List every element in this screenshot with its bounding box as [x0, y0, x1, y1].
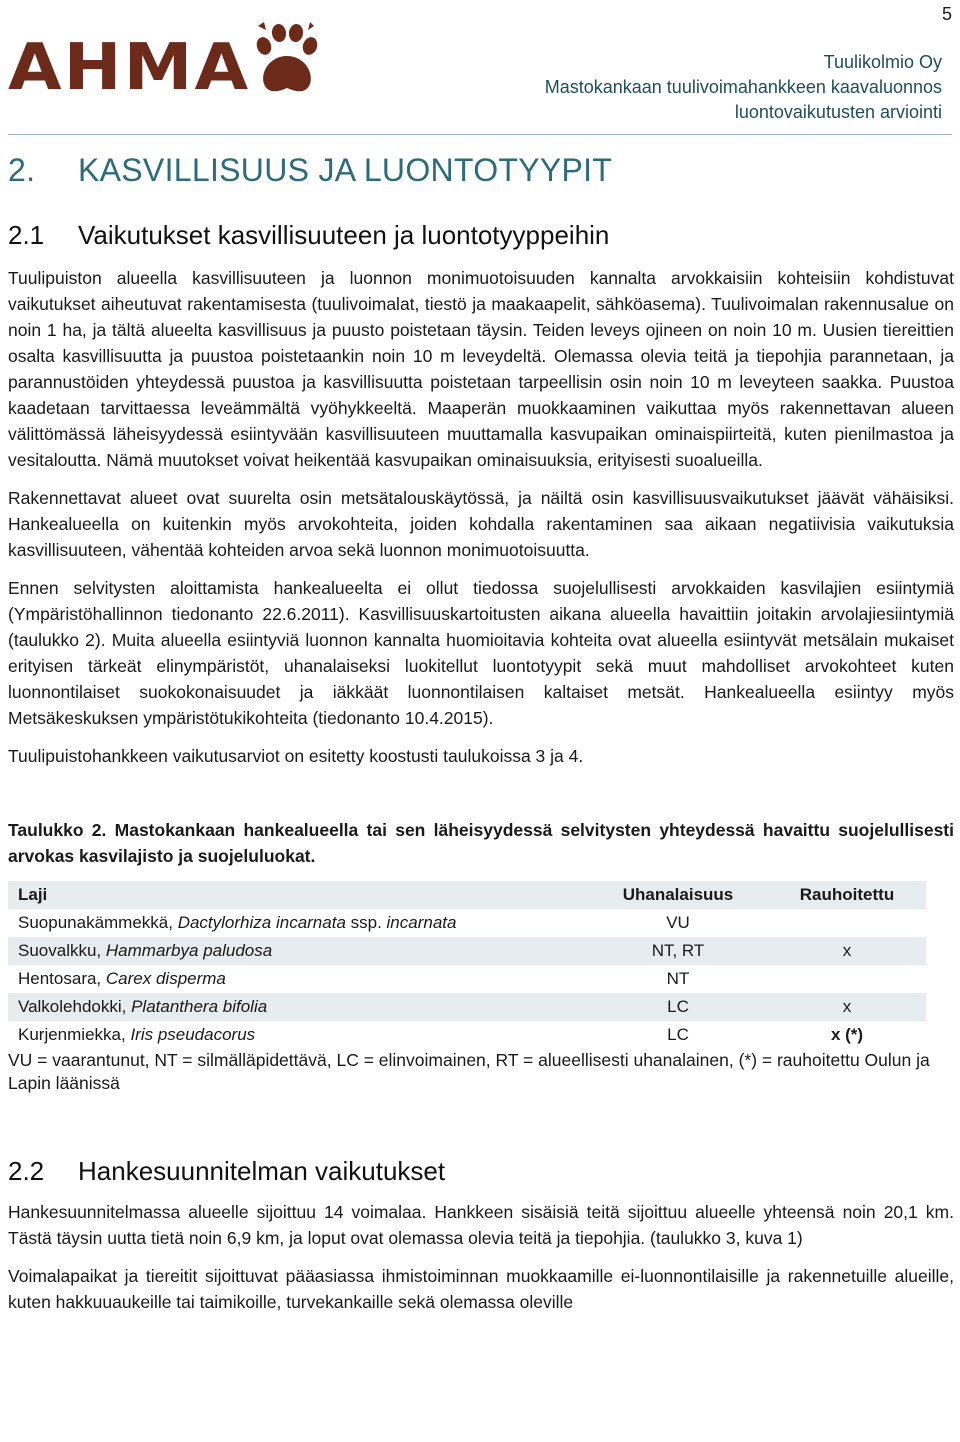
- status-cell: VU: [666, 913, 690, 932]
- header-subtitle: luontovaikutusten arviointi: [734, 102, 942, 122]
- section-heading: [8, 147, 954, 193]
- species-cell: Hentosara, Carex disperma: [18, 969, 226, 988]
- protection-cell: x (*): [830, 1025, 864, 1044]
- page-number: 5: [941, 4, 952, 24]
- status-cell: NT: [666, 969, 690, 988]
- header-protection: Rauhoitettu: [768, 881, 926, 909]
- subsection-number: 2.1: [8, 220, 45, 250]
- document-header: [545, 50, 942, 125]
- paragraph: Hankesuunnitelmassa alueelle sijoittuu 14 voimalaa. Hankkeen sisäisiä teitä sijoittuu alueelle yhteensä noin 20,1 km. Tästä täysin uutta tietä noin 6,9 km, ja loput ovat olemassa olevia teitä ja tiepohjia. (taulukko 3, kuva 1): [8, 1202, 954, 1248]
- species-table: [8, 881, 926, 1049]
- header-project: Mastokankaan tuulivoimahankkeen kaavaluonnos: [544, 77, 942, 97]
- page-content: [8, 145, 954, 1315]
- table-row: [8, 937, 926, 965]
- logo-text: AHMA: [8, 31, 251, 105]
- subsection-heading-2-2: [8, 1153, 954, 1189]
- header-company: Tuulikolmio Oy: [823, 52, 942, 72]
- table-header-row: [8, 881, 926, 909]
- species-cell: Suovalkku, Hammarbya paludosa: [8, 937, 588, 965]
- subsection-number: 2.2: [8, 1156, 45, 1186]
- table-row: [8, 993, 926, 1021]
- table-row: [8, 909, 926, 937]
- section-title: KASVILLISUUS JA LUONTOTYYPIT: [78, 152, 613, 188]
- table-row: [8, 965, 926, 993]
- paragraph: Tuulipuistohankkeen vaikutusarviot on esitetty koostusti taulukoissa 3 ja 4.: [8, 746, 584, 766]
- section-number: 2.: [8, 152, 36, 188]
- subsection-title: Hankesuunnitelman vaikutukset: [78, 1156, 446, 1186]
- protection-cell: [768, 909, 926, 937]
- table-note: VU = vaarantunut, NT = silmälläpidettävä, LC = elinvoimainen, RT = alueellisesti uhanalainen, (*) = rauhoitettu Oulun ja Lapin läänissä: [8, 1050, 930, 1093]
- species-cell: Kurjenmiekka, Iris pseudacorus: [18, 1025, 256, 1044]
- status-cell: NT, RT: [588, 937, 768, 965]
- subsection-title: Vaikutukset kasvillisuuteen ja luontotyyppeihin: [78, 220, 610, 250]
- paragraph: Tuulipuiston alueella kasvillisuuteen ja luonnon monimuotoisuuden kannalta arvokkaisiin kohteisiin kohdistuvat vaikutukset aiheutuvat rakentamisesta (tuulivoimalat, tiestö ja maakaapelit, sähköasema). Tuulivoimalan rakennusalue on noin 1 ha, ja tältä alueelta kasvillisuus ja puusto poistetaan täysin. Teiden leveys ojineen on noin 10 m. Uusien tiereittien osalta kasvillisuutta ja puustoa poistetaankin noin 10 m leveydeltä. Olemassa olevia teitä ja tiepohjia parannetaan, ja parannustöiden yhteydessä puustoa ja kasvillisuutta poistetaan tarpeellisin osin noin 10 m leveyteen saakka. Puustoa kaadetaan tarvittaessa leveämmältä vyöhykkeeltä. Maaperän muokkaaminen vaikuttaa myös rakennettavan alueen välittömässä läheisyydessä esiintyvään kasvillisuuteen muuttamalla kasvupaikan ominaispiirteitä, kuten pienilmastoa ja vesitaloutta. Nämä muutokset voivat heikentää kasvupaikan ominaisuuksia, erityisesti suoalueilla.: [8, 268, 954, 470]
- protection-cell: [768, 965, 926, 993]
- header-species: Laji: [8, 881, 588, 909]
- species-cell: Suopunakämmekkä, Dactylorhiza incarnata ssp. incarnata: [18, 913, 457, 932]
- table-row: [8, 1021, 926, 1049]
- header-divider: [8, 134, 952, 135]
- paragraph: Voimalapaikat ja tiereitit sijoittuvat pääasiassa ihmistoiminnan muokkaamille ei-luonnontilaisille ja rakennetuille alueille, kuten hakkuuaukeille tai taimikoille, turvekankaille sekä olemassa oleville: [8, 1266, 954, 1312]
- header-status: Uhanalaisuus: [588, 881, 768, 909]
- paragraph: Rakennettavat alueet ovat suurelta osin metsätalouskäytössä, ja näiltä osin kasvillisuusvaikutukset jäävät vähäisiksi. Hankealueella on kuitenkin myös arvokohteita, joiden kohdalla rakentaminen saa aikaan negatiivisia vaikutuksia kasvillisuuteen, vähentää kohteiden arvoa sekä luonnon monimuotoisuutta.: [8, 488, 954, 560]
- status-cell: LC: [667, 1025, 689, 1044]
- protection-cell: x: [768, 937, 926, 965]
- table-caption: Taulukko 2. Mastokankaan hankealueella tai sen läheisyydessä selvitysten yhteydessä havaittu suojelullisesti arvokas kasvilajisto ja suojeluluokat.: [8, 820, 954, 866]
- paw-icon: [254, 22, 320, 100]
- ahma-logo: [8, 22, 320, 105]
- subsection-heading-2-1: [8, 217, 954, 253]
- species-cell: Valkolehdokki, Platanthera bifolia: [8, 993, 588, 1021]
- status-cell: LC: [588, 993, 768, 1021]
- paragraph: Ennen selvitysten aloittamista hankealueelta ei ollut tiedossa suojelullisesti arvokkaiden kasvilajien esiintymiä (Ympäristöhallinnon tiedonanto 22.6.2011). Kasvillisuuskartoitusten aikana alueella havaittiin joitakin arvolajiesiintymiä (taulukko 2). Muita alueella esiintyviä luonnon kannalta huomioitavia kohteita ovat alueella esiintyvät metsälain mukaiset erityisen tärkeät elinympäristöt, uhanalaiseksi luokitellut luontotyypit sekä muut mahdolliset arvokohteet kuten luonnontilaiset suokokonaisuudet ja iäkkäät luonnontilaisen kaltaiset metsät. Hankealueella esiintyy myös Metsäkeskuksen ympäristötukikohteita (tiedonanto 10.4.2015).: [8, 578, 954, 728]
- protection-cell: x: [768, 993, 926, 1021]
